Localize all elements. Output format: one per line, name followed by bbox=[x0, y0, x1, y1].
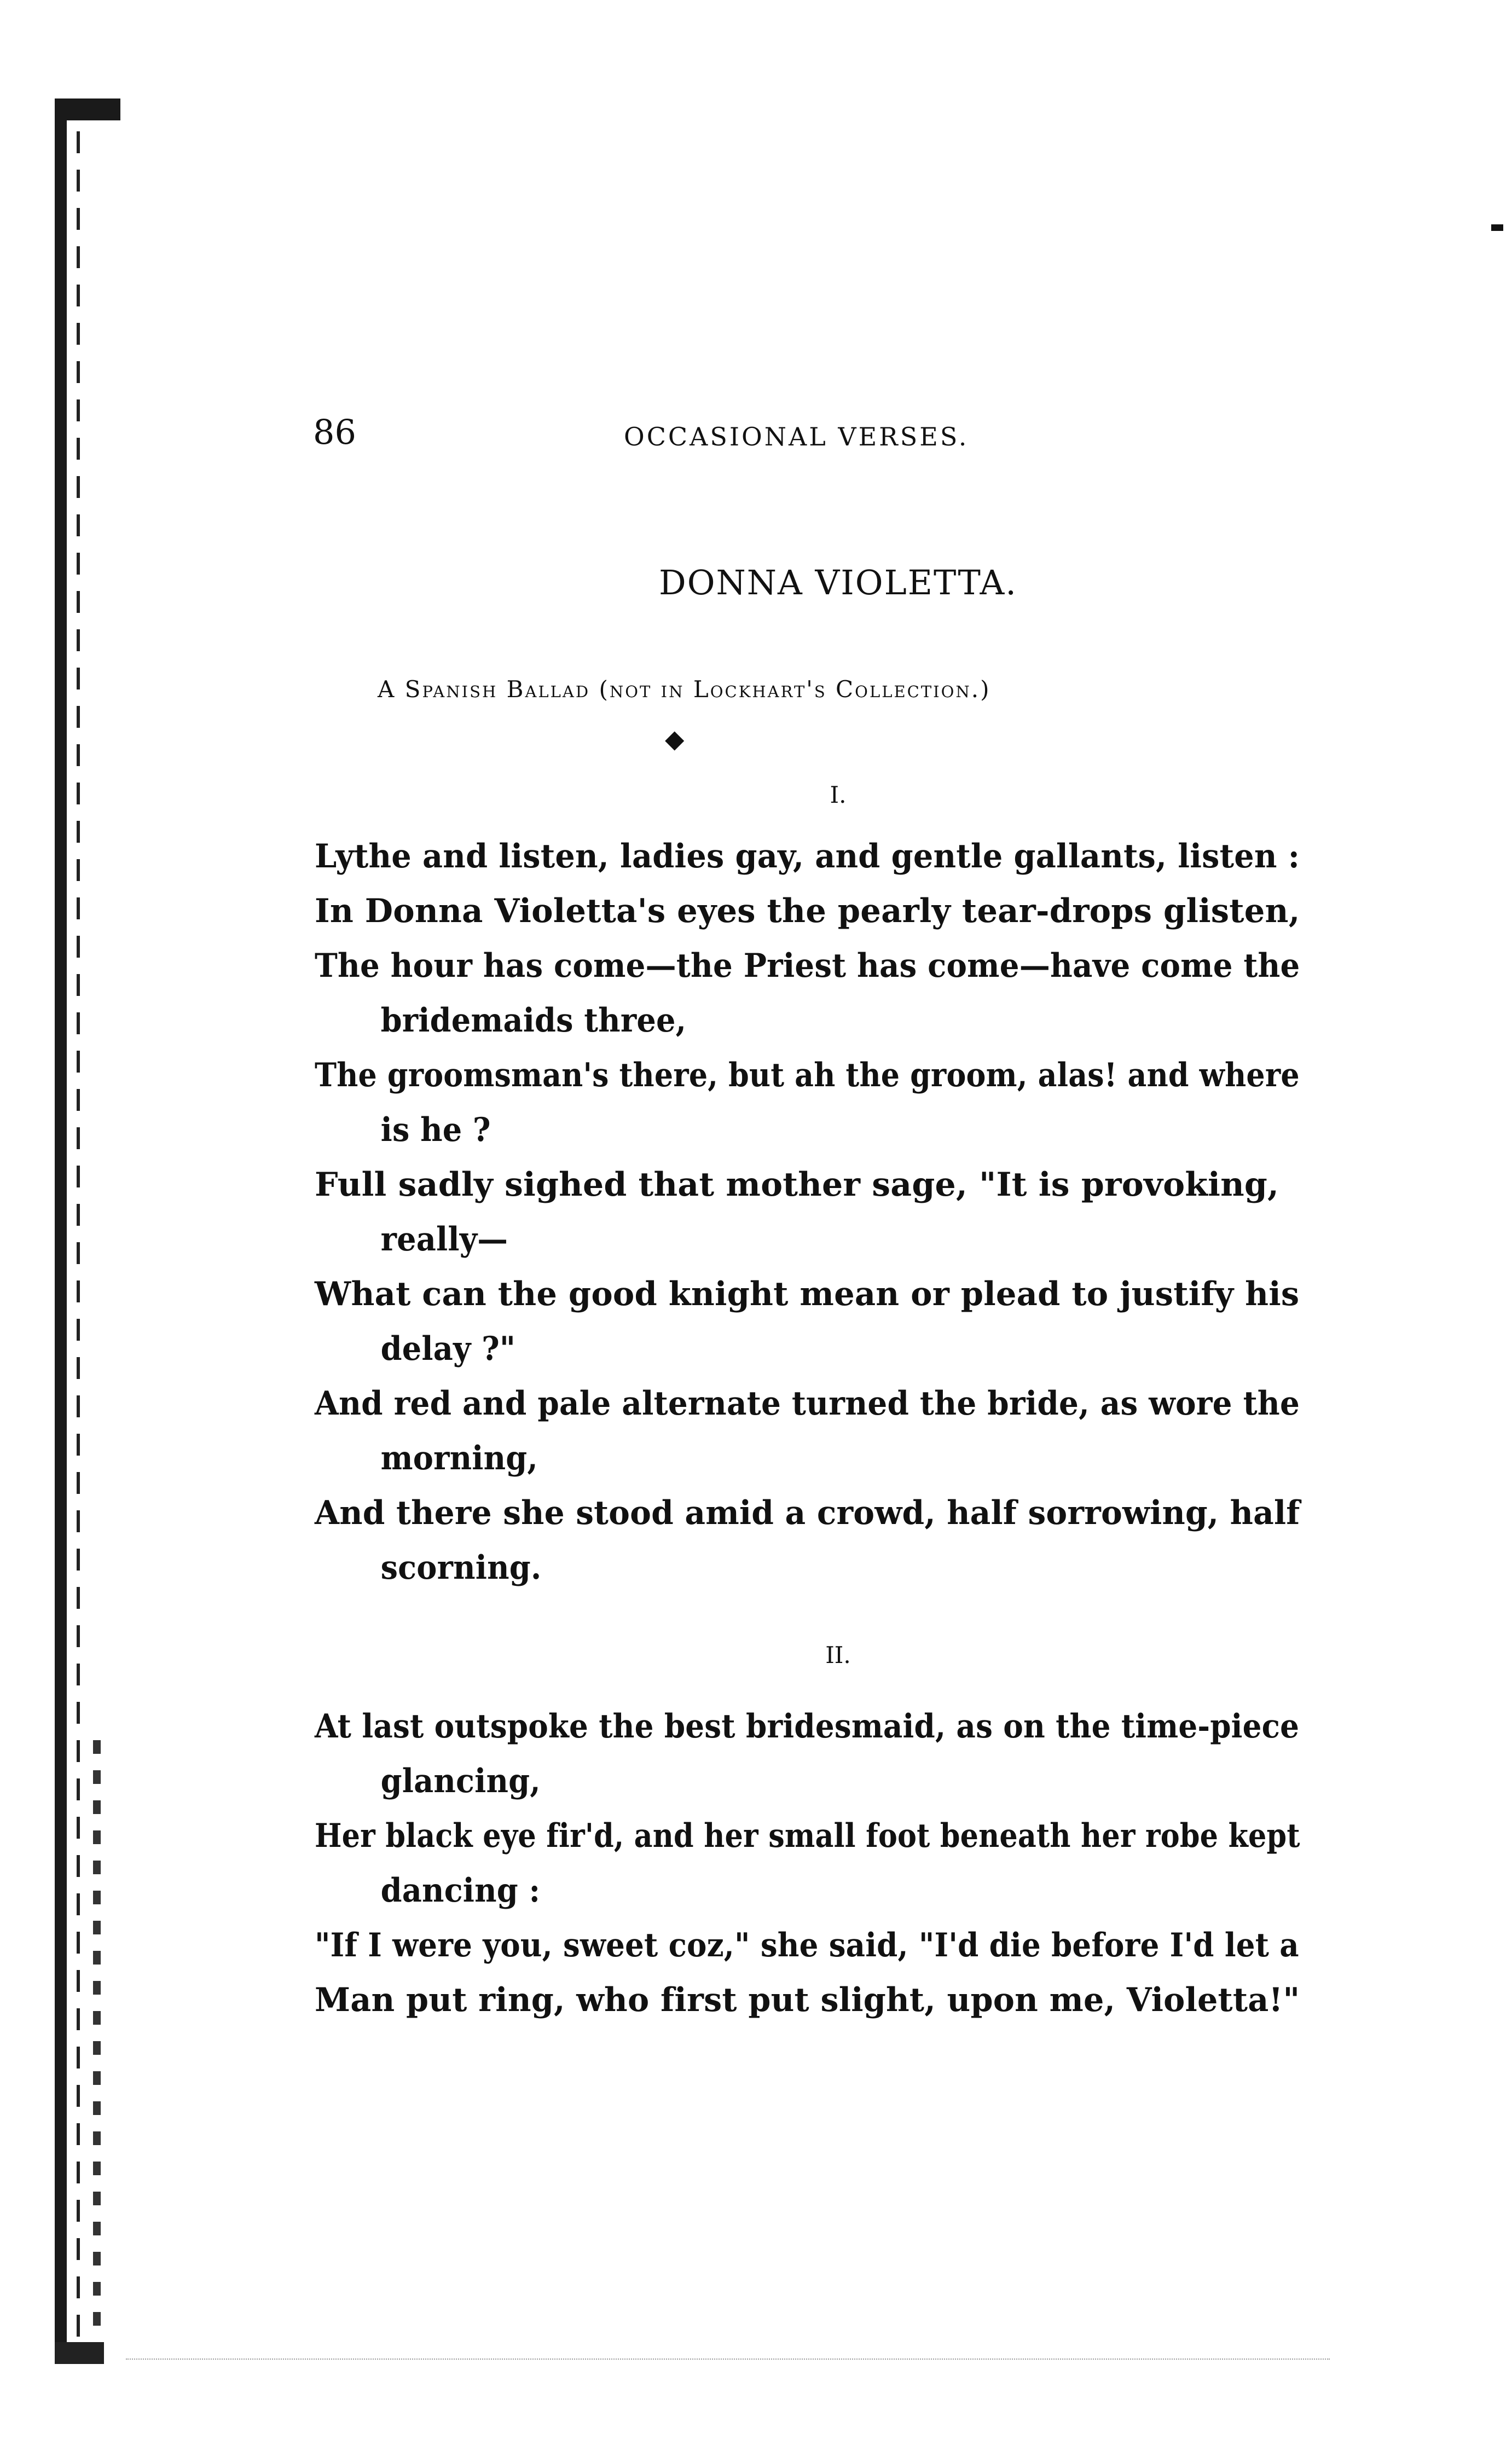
verse-line: At last outspoke the best bridesmaid, as on the time-piece bbox=[315, 1707, 1300, 1746]
binding-edge-stitching-lower bbox=[93, 1740, 101, 2342]
bottom-speckle bbox=[126, 2359, 1330, 2360]
margin-mark bbox=[1491, 224, 1503, 231]
verse-line: Lythe and listen, ladies gay, and gentle gallants, listen : bbox=[315, 837, 1300, 876]
page-number: 86 bbox=[313, 412, 356, 452]
verse-line-continuation: is he ? bbox=[380, 1111, 491, 1149]
verse-line: "If I were you, sweet coz," she said, "I'd die before I'd let a bbox=[315, 1926, 1299, 1965]
verse-line: Her black eye fir'd, and her small foot beneath her robe kept bbox=[315, 1817, 1300, 1855]
verse-line-continuation: bridemaids three, bbox=[380, 1001, 687, 1040]
binding-edge-bottom bbox=[55, 2342, 104, 2364]
verse-line-continuation: scorning. bbox=[380, 1549, 542, 1587]
stanza-number: II. bbox=[825, 1642, 851, 1668]
verse-line: In Donna Violetta's eyes the pearly tear-drops glisten, bbox=[315, 892, 1300, 930]
poem-title: DONNA VIOLETTA. bbox=[659, 563, 1017, 602]
verse-line: And red and pale alternate turned the bride, as wore the bbox=[315, 1384, 1300, 1423]
verse-line: Man put ring, who first put slight, upon me, Violetta!" bbox=[315, 1981, 1300, 2019]
verse-line: The groomsman's there, but ah the groom, alas! and where bbox=[315, 1056, 1300, 1094]
verse-line: And there she stood amid a crowd, half sorrowing, half bbox=[315, 1494, 1300, 1532]
verse-line-continuation: dancing : bbox=[380, 1871, 541, 1910]
running-head bbox=[0, 410, 1512, 454]
verse-line: The hour has come—the Priest has come—have come the bbox=[315, 947, 1300, 985]
poem-subtitle: A Spanish Ballad (not in Lockhart's Collection.) bbox=[378, 676, 991, 703]
verse-line: What can the good knight mean or plead to justify his bbox=[315, 1275, 1300, 1313]
stanza-number: I. bbox=[830, 781, 847, 808]
stanza bbox=[315, 1699, 1300, 2027]
running-title: OCCASIONAL VERSES. bbox=[624, 422, 969, 451]
stanza bbox=[315, 829, 1300, 1595]
verse-line-continuation: glancing, bbox=[380, 1762, 541, 1800]
binding-edge-stitching bbox=[77, 131, 80, 2348]
verse-line: Full sadly sighed that mother sage, "It is provoking, bbox=[315, 1166, 1279, 1204]
verse-line-continuation: delay ?" bbox=[380, 1330, 516, 1368]
ornament-icon: ◆ bbox=[665, 724, 685, 754]
verse-line-continuation: morning, bbox=[380, 1439, 538, 1477]
verse-line-continuation: really— bbox=[380, 1220, 508, 1259]
